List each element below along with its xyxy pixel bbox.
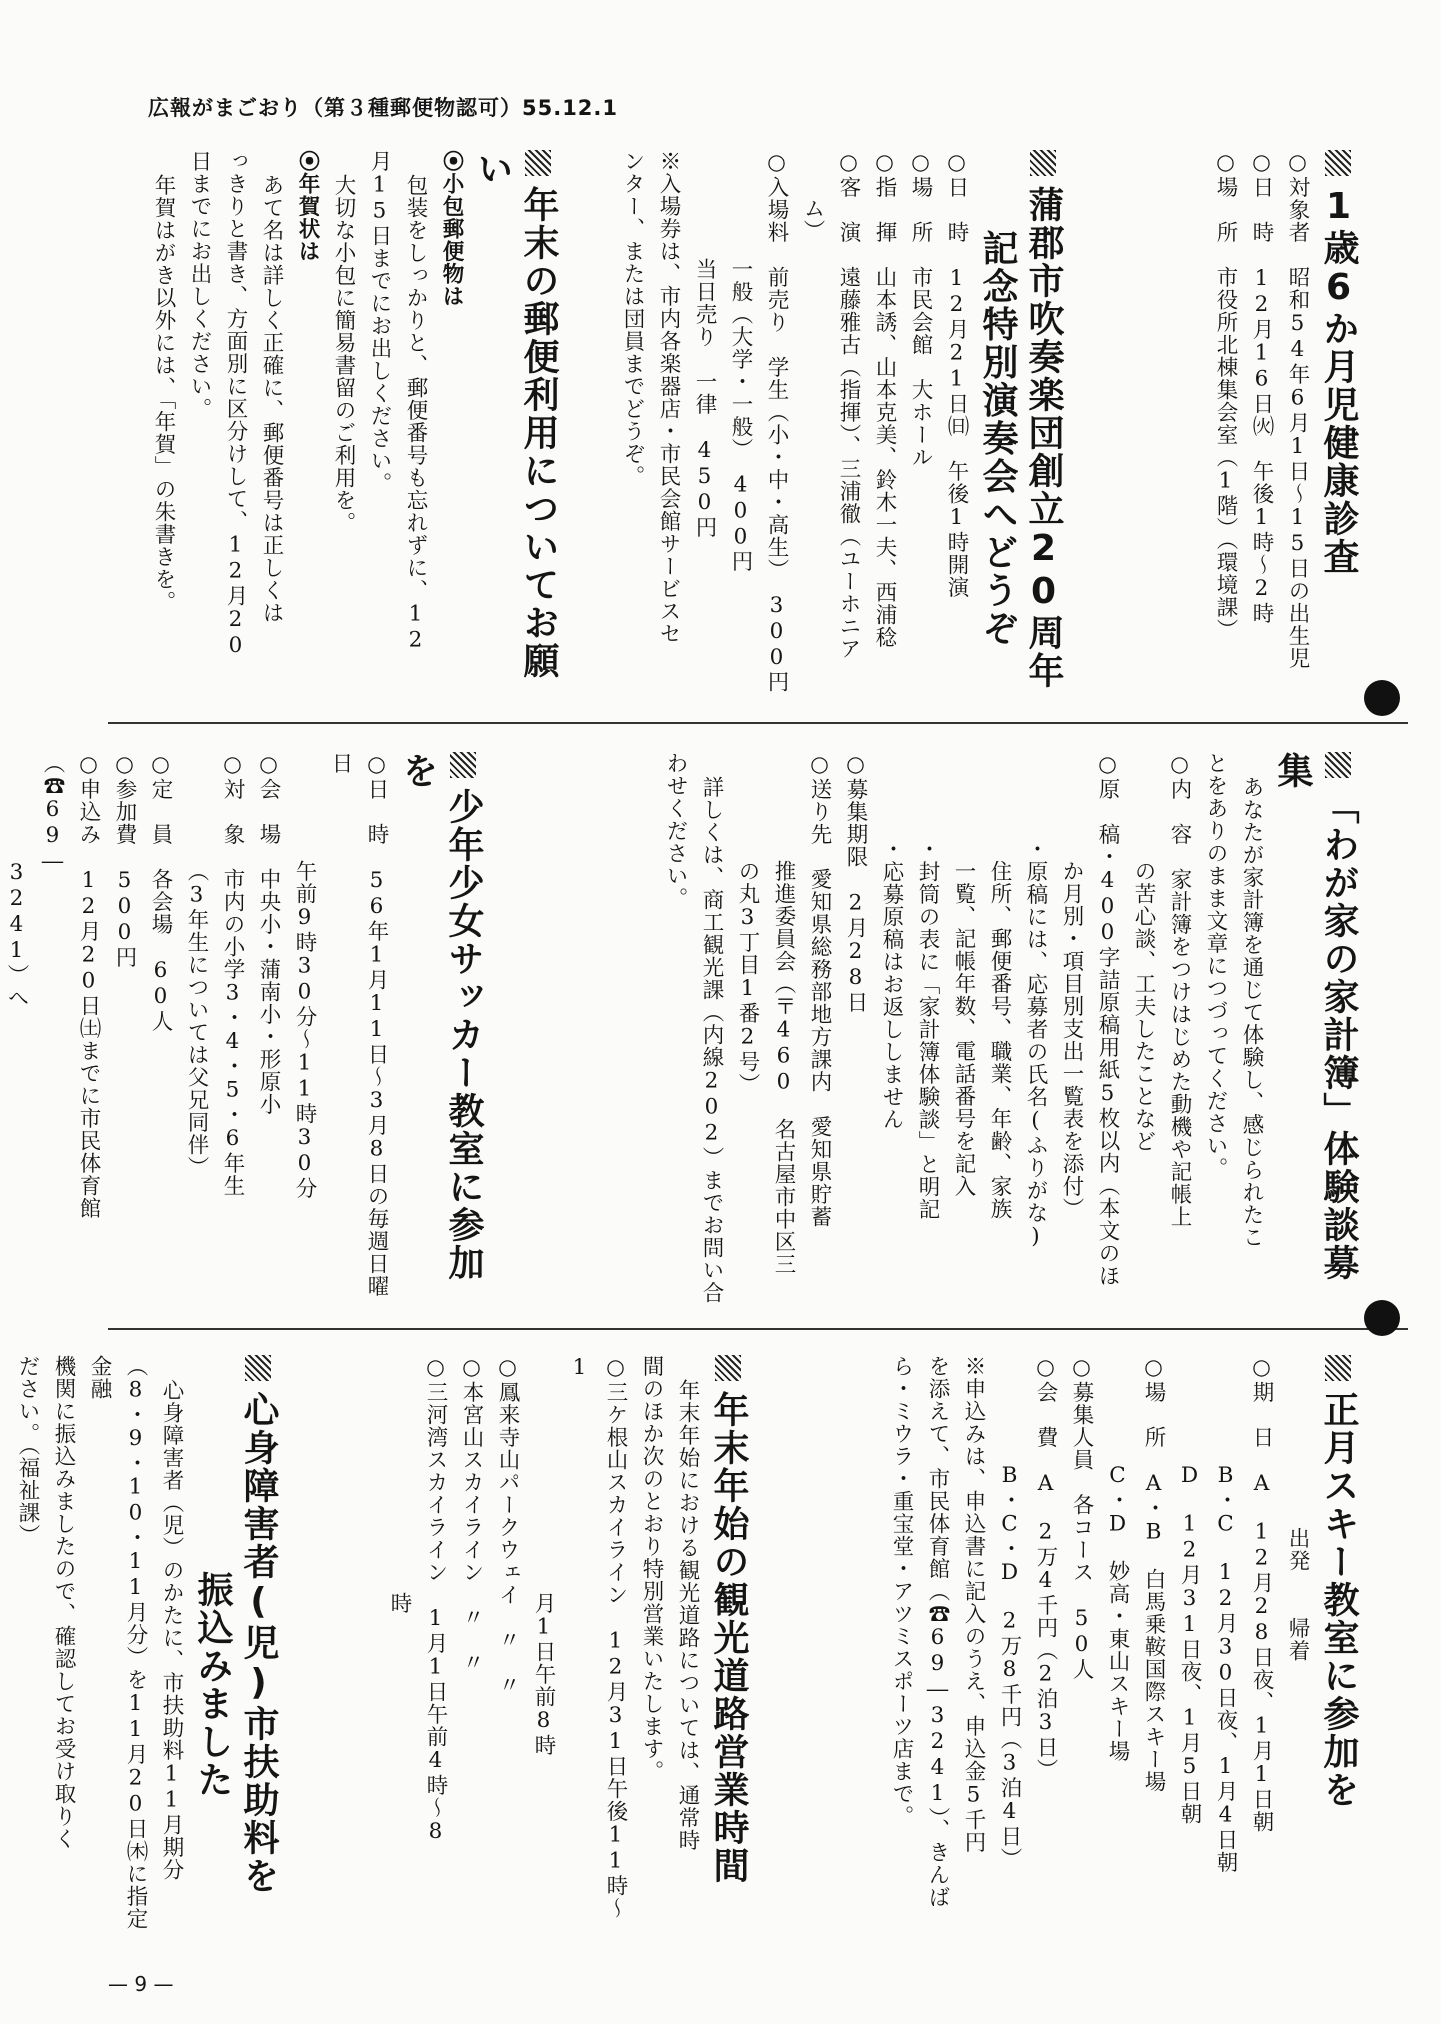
ski-row: ○場 所 A・B 白馬乗鞍国際スキー場 (1141, 1355, 1166, 1793)
roads-title: 年末年始の観光道路営業時間 (708, 1355, 749, 1885)
concert-title-line2: 記念特別演奏会へどうぞ (977, 229, 1018, 648)
postal-text: あて名は詳しく正確に、郵便番号は正しくは (259, 173, 284, 624)
kakeibo-row: わせください。 (663, 752, 688, 910)
concert-row: ○日 時 12月21日㈰ 午後1時開演 (944, 150, 969, 599)
concert-row: ○指 揮 山本誘、山本克美、鈴木一夫、西浦稔 (872, 150, 897, 649)
concert-row: ンター、または団員までどうぞ。 (620, 150, 645, 488)
postal-heading: ⦿年賀状は (295, 150, 320, 263)
soccer-row: ○対 象 市内の小学3・4・5・6年生 (220, 752, 245, 1197)
ski-row: ○募集人員 各コース 50人 (1069, 1355, 1094, 1681)
roads-row: ○鳳来寺山パークウェイ 〃 〃 (495, 1355, 520, 1696)
soccer-row: ○申込み 12月20日㈯までに市民体育館（☎69― (40, 752, 101, 1220)
soccer-row: ○会 場 中央小・蒲南小・形原小 (256, 752, 281, 1116)
kakeibo-row: の苦心談、工夫したことなど (1131, 859, 1156, 1152)
kakeibo-row: ○募集期限 2月28日 (843, 752, 868, 1014)
concert-row: ○客 演 遠藤雅古（指揮）、三浦徹（ユーホニア (836, 150, 861, 661)
concert-row: ※入場券は、市内各楽器店・市民会館サービスセ (656, 150, 681, 645)
kakeibo-row: ○内 容 家計簿をつけはじめた動機や記帳上 (1167, 752, 1192, 1228)
soccer-row: ○定 員 各会場 60人 (148, 752, 173, 1033)
kakeibo-row: あなたが家計簿を通じて体験し、感じられたこ (1239, 775, 1264, 1249)
ski-row: D 12月31日夜、1月5日朝 (1177, 1462, 1202, 1825)
kakeibo-row: 推進委員会（〒460 名古屋市中区三 (771, 859, 796, 1275)
kakeibo-section (657, 752, 1361, 1312)
kakeibo-row: か月別・項目別支出一覧表を添付） (1059, 859, 1084, 1220)
soccer-row: ○参加費 500円 (112, 752, 137, 969)
checkup-row: ○日 時 12月16日㈫ 午後1時〜2時 (1249, 150, 1274, 625)
concert-row: ○場 所 市民会館 大ホール (908, 150, 933, 469)
checkup-row: ○対象者 昭和54年6月1日〜15日の出生児 (1285, 150, 1310, 670)
concert-row: ム） (800, 197, 825, 243)
concert-row: 当日売り 一律 450円 (692, 257, 717, 538)
binding-hole-top (1364, 680, 1400, 716)
ski-row: ら・ミウラ・重宝堂・アツミスポーツ店まで。 (889, 1355, 914, 1828)
ski-row: ※申込みは、申込書に記入のうえ、申込金5千円 (961, 1355, 986, 1854)
ski-row: 出発 帰着 (1285, 1527, 1310, 1662)
newsletter-header: 広報がまごおり（第３種郵便物認可）55.12.1 (148, 96, 619, 120)
postal-text: 包装をしっかりと、郵便番号も忘れずに、12 (403, 173, 428, 654)
divider-bottom (108, 1328, 1408, 1330)
checkup-title: 1歳6か月児健康診査 (1318, 150, 1359, 576)
ski-section (883, 1355, 1361, 1945)
kakeibo-row: ○原 稿・400字詰原稿用紙5枚以内（本文のほ (1095, 752, 1120, 1287)
postal-text: っきりと書き、方面別に区分けして、12月20 (223, 150, 248, 659)
soccer-row: 3241）へ (4, 859, 29, 1009)
postal-text: 年賀はがき以外には、「年賀」の朱書きを。 (151, 173, 176, 613)
roads-section (381, 1355, 751, 1945)
kakeibo-row: の丸3丁目1番2号） (735, 859, 760, 1095)
soccer-row: ○日 時 56年1月11日〜3月8日の毎週日曜日 (328, 752, 389, 1298)
concert-section (614, 150, 1066, 710)
ski-row: ○会 費 A 2万4千円（2泊3日） (1033, 1355, 1058, 1781)
welfare-row: ださい。（福祉課） (15, 1355, 40, 1547)
kakeibo-row: とをありのまま文章につづってください。 (1203, 752, 1228, 1180)
welfare-row: 機関に振込みましたので、確認してお受け取りく (51, 1355, 76, 1850)
ski-row: B・C・D 2万8千円（3泊4日） (997, 1462, 1022, 1870)
roads-row: ○三ケ根山スカイライン 12月31日午後11時〜1 (567, 1355, 628, 1920)
ski-row: ○期 日 A 12月28日夜、1月1日朝 (1249, 1355, 1274, 1833)
welfare-row: （8・9・10・11月分）を11月20日㈭に指定金融 (87, 1355, 148, 1930)
kakeibo-row: 詳しくは、商工観光課（内線202）までお問い合 (699, 775, 724, 1304)
roads-row: 間のほか次のとおり特別営業いたします。 (639, 1355, 664, 1783)
checkup-section (1207, 150, 1361, 710)
postal-title: 年末の郵便利用についてお願い (472, 150, 559, 680)
ski-row: を添えて、市民体育館（☎69―3241）、きんば (925, 1355, 950, 1909)
kakeibo-row: ・応募原稿はお返ししません (879, 838, 904, 1131)
divider-top (108, 722, 1408, 724)
roads-row: ○本宮山スカイライン 〃 〃 (459, 1355, 484, 1674)
postal-text: 月15日までにお出しください。 (367, 150, 392, 495)
binding-hole-bottom (1364, 1300, 1400, 1336)
welfare-row: 心身障害者（児）のかたに、市扶助料11月期分 (159, 1378, 184, 1881)
roads-row: 年末年始における観光道路については、通常時 (675, 1378, 700, 1852)
concert-row: ○入場料 前売り 学生（小・中・高生） 300円 (764, 150, 789, 694)
welfare-title: 心身障害者(児)市扶助料を (238, 1355, 279, 1895)
welfare-title-line2: 振込みました (192, 1571, 233, 1799)
page-number: — 9 — (108, 1972, 174, 1996)
kakeibo-row: ○送り先 愛知県総務部地方課内 愛知県貯蓄 (807, 752, 832, 1228)
postal-text: 大切な小包に簡易書留のご利用を。 (331, 173, 356, 534)
checkup-row: ○場 所 市役所北棟集会室（1階）（環境課） (1213, 150, 1238, 642)
ski-title: 正月スキー教室に参加を (1318, 1355, 1359, 1809)
concert-title: 蒲郡市吹奏楽団創立20周年 (1023, 150, 1064, 690)
postal-text: 日までにお出しください。 (187, 150, 212, 420)
kakeibo-row: 一覧、記帳年数、電話番号を記入 (951, 859, 976, 1197)
kakeibo-row: ・原稿には、応募者の氏名(ふりがな) (1023, 838, 1048, 1250)
ski-row: B・C 12月30日夜、1月4日朝 (1213, 1462, 1238, 1873)
kakeibo-title: 「わが家の家計簿」体験談募集 (1272, 752, 1359, 1282)
postal-heading: ⦿小包郵便物は (439, 150, 464, 308)
soccer-section (0, 752, 486, 1312)
ski-row: C・D 妙高・東山スキー場 (1105, 1462, 1130, 1762)
roads-row: 月1日午前8時 (531, 1591, 556, 1756)
kakeibo-row: ・封筒の表に「家計簿体験談」と明記 (915, 838, 940, 1221)
kakeibo-row: 住所、郵便番号、職業、年齢、家族 (987, 859, 1012, 1220)
roads-row: 時 (387, 1591, 412, 1614)
soccer-row: （3年生については父兄同伴） (184, 859, 209, 1178)
roads-row: ○三河湾スカイライン 1月1日午前4時〜8 (423, 1355, 448, 1845)
welfare-section (9, 1355, 281, 1945)
soccer-title: 少年少女サッカー教室に参加を (397, 752, 484, 1282)
postal-section (145, 150, 561, 710)
soccer-row: 午前9時30分〜11時30分 (292, 859, 317, 1199)
concert-row: 一般（大学・一般） 400円 (728, 257, 753, 573)
